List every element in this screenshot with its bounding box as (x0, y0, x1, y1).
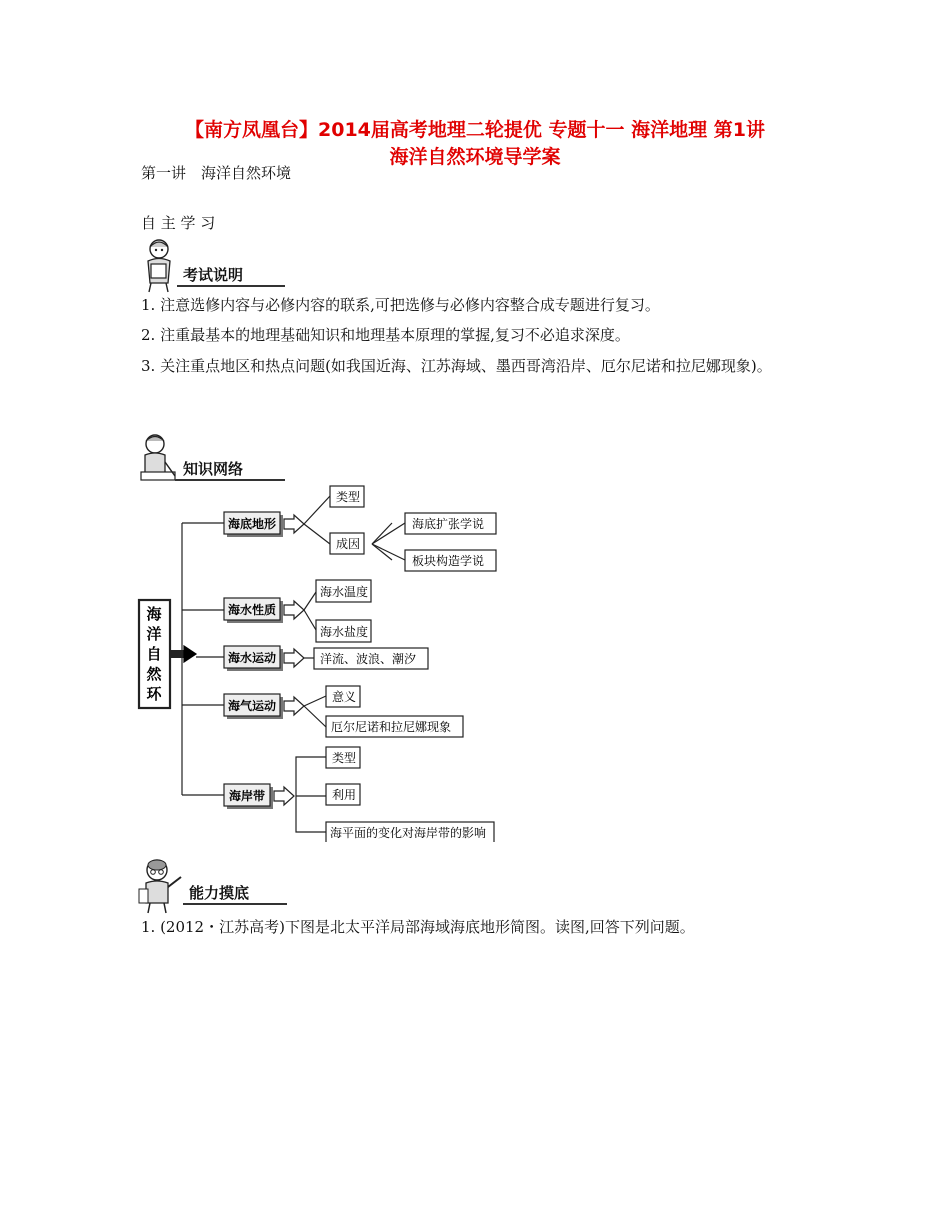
exam-item-1: 1. 注意选修内容与必修内容的联系,可把选修与必修内容整合成专题进行复习。 (141, 296, 660, 314)
exam-section-header (135, 237, 285, 297)
exam-item-3: 3. 关注重点地区和热点问题(如我国近海、江苏海域、墨西哥湾沿岸、厄尔尼诺和拉尼娜现象)。 (141, 357, 772, 375)
sea-level-impact-label: 海平面的变化对海岸带的影响 (330, 826, 487, 840)
seafloor-spreading-label: 海底扩张学说 (412, 517, 485, 531)
seafloor-type-label: 类型 (336, 490, 361, 504)
ability-section-header (135, 857, 285, 917)
air-sea-significance-label: 意义 (332, 690, 357, 704)
currents-waves-tides-label: 洋流、波浪、潮汐 (320, 652, 417, 666)
question-1: 1. (2012・江苏高考)下图是北太平洋局部海域海底地形简图。读图,回答下列问题。 (141, 918, 695, 936)
document-subtitle: 海洋自然环境导学案 (389, 146, 561, 168)
root-label-char-4: 然 (146, 665, 162, 683)
branch-seafloor-label: 海底地形 (227, 517, 277, 531)
root-label-char-1: 海 (146, 605, 162, 623)
branch-coastal-zone-label: 海岸带 (228, 789, 266, 803)
self-study-heading: 自 主 学 习 (141, 214, 216, 232)
ability-section-rule (183, 903, 287, 905)
plate-tectonics-label: 板块构造学说 (412, 554, 485, 568)
seawater-temperature-label: 海水温度 (320, 585, 369, 599)
knowledge-network-diagram (0, 482, 950, 842)
teacher-pointing-icon (135, 857, 185, 915)
seafloor-cause-label: 成因 (336, 537, 361, 551)
ability-section-label: 能力摸底 (189, 884, 250, 902)
branch-seawater-properties-label: 海水性质 (227, 603, 277, 617)
root-arrow-head (184, 646, 196, 662)
root-label-char-5: 环 (146, 685, 162, 703)
branch-air-sea-label: 海气运动 (227, 699, 277, 713)
document-title: 【南方凤凰台】2014届高考地理二轮提优 专题十一 海洋地理 第1讲 (185, 119, 765, 141)
el-nino-la-nina-label: 厄尔尼诺和拉尼娜现象 (331, 720, 452, 734)
seawater-salinity-label: 海水盐度 (320, 625, 369, 639)
exam-section-label: 考试说明 (183, 266, 244, 284)
branch-seawater-motion-label: 海水运动 (227, 651, 277, 665)
coastal-type-label: 类型 (332, 751, 357, 765)
root-label-char-2: 洋 (146, 625, 162, 643)
lecture-heading: 第一讲 海洋自然环境 (141, 164, 292, 182)
network-section-rule (175, 479, 285, 481)
exam-item-2: 2. 注重最基本的地理基础知识和地理基本原理的掌握,复习不必追求深度。 (141, 326, 630, 344)
root-label-char-3: 自 (146, 645, 162, 663)
exam-section-rule (177, 285, 285, 287)
teacher-reading-icon (135, 237, 179, 293)
network-section-label: 知识网络 (183, 460, 244, 478)
teacher-writing-icon (135, 432, 179, 488)
coastal-use-label: 利用 (332, 788, 357, 802)
